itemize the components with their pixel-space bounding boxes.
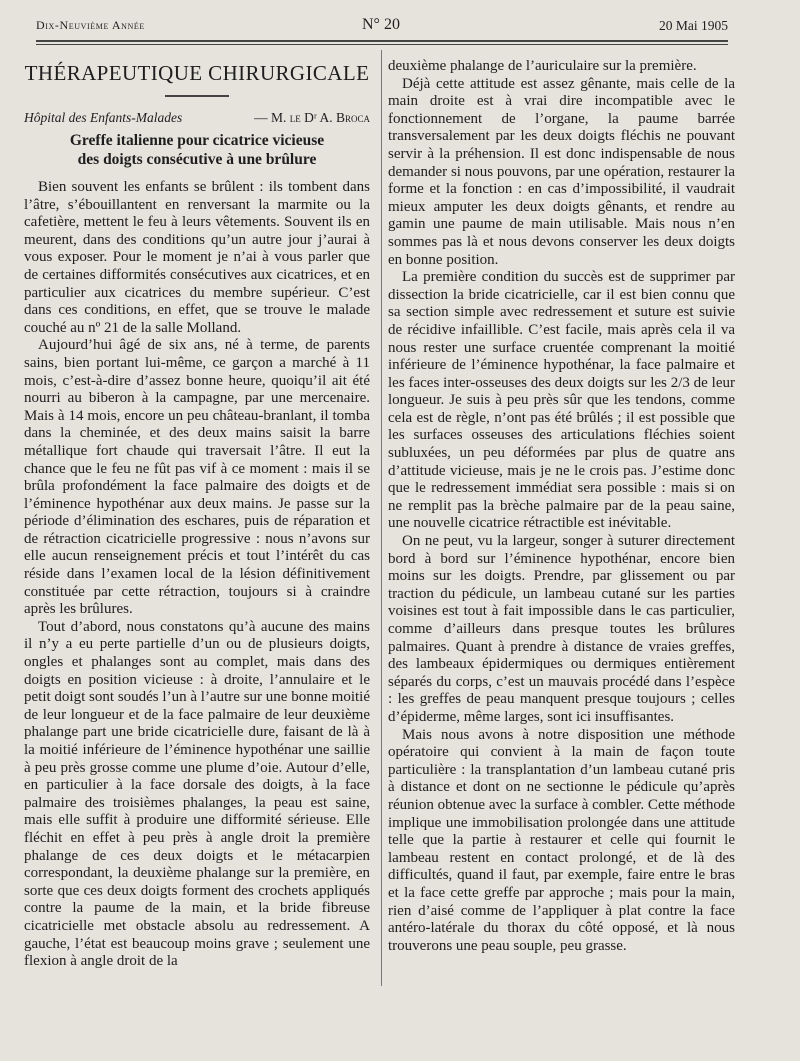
paragraph: Aujourd’hui âgé de six ans, né à terme, de parents sains, bien portant lui-même, ce garçon a marché à 11 mois, c’est-à-dire d’assez bonne heure, quoiqu’il ait été nourri au biberon à la campagne, par une mercenaire. Mais à 14 mois, encore un peu château-branlant, il tomba dans la cheminée, et des deux mains saisit la barre métallique fort chaude qui traversait l’âtre. Il eut la chance que le feu ne fût pas vif à ce moment : mais il se brûla profondément la face palmaire des doigts et de l’éminence hypothénar aux deux mains. Je passe sur la période d’élimination des eschares, puis de réparation et de rétraction cicatricielle progressive : nous n’avons sur elle aucun renseignement précis et tout l’intérêt du cas réside dans l’examen local de la lésion définitivement constituée par cette rétraction, toujours si à craindre après les brûlures. bbox=[24, 337, 370, 618]
byline bbox=[24, 109, 370, 127]
header-rule-thin bbox=[36, 44, 728, 45]
section-divider bbox=[165, 95, 229, 97]
byline-author: — M. le Dʳ A. Broca bbox=[254, 110, 370, 125]
paragraph: On ne peut, vu la largeur, songer à suturer directement bord à bord sur l’éminence hypothénar, encore bien moins sur les doigts. Prendre, par glissement ou par traction du pédicule, un lambeau cutané sur les parties voisines est tout à fait impossible dans le cas particulier, comme d’ailleurs dans presque toutes les brûlures palmaires. Quant à prendre à distance de vraies greffes, des lambeaux épidermiques ou dermiques entièrement séparés du corps, c’est un mauvais procédé dans l’espèce : les greffes de peau manquent presque toujours ; celles d’épiderme, même larges, sont ici insuffisantes. bbox=[388, 533, 735, 725]
article-title-line: des doigts consécutive à une brûlure bbox=[77, 151, 317, 168]
running-header bbox=[36, 18, 728, 42]
column-divider bbox=[381, 50, 382, 986]
byline-place: Hôpital des Enfants-Malades bbox=[24, 110, 183, 125]
section-title: THÉRAPEUTIQUE CHIRURGICALE bbox=[24, 61, 370, 85]
paragraph: Bien souvent les enfants se brûlent : ils tombent dans l’âtre, s’ébouillantent en renversant la marmite ou la cafetière, mettent le feu à leurs vêtements. Souvent ils en meurent, dans des conditions qu’un autre jour j’aurai à vous exposer. Pour le moment je n’ai à vous parler que de certaines difformités consécutives aux cicatrices, et en particulier aux cicatrices du membre supérieur. C’est dans ces conditions, en effet, que se trouve le malade couché au nº 21 de la salle Molland. bbox=[24, 179, 370, 336]
paragraph: La première condition du succès est de supprimer par dissection la bride cicatricielle, car il est bien connu que sa section simple avec redressement et suture est suivie de récidive infaillible. C’est facile, mais après cela il va nous rester une surface cruentée comprenant la moitié inférieure de l’éminence hypothénar, la face palmaire et les faces inter-osseuses des deux doigts sur les 2/3 de leur longueur. Je suis à peu près sûr que les tendons, comme cela est de règle, n’ont pas été brûlés ; il est possible que les surfaces osseuses des articulations fléchies soient subluxées, un peu déformées par plus de quatre ans d’attitude vicieuse, mais je ne le crois pas. J’estime donc que le redressement immédiat sera possible : mais si on ne remplit pas la brèche palmaire par de la peau saine, une nouvelle cicatrice rétractible est inévitable. bbox=[388, 269, 735, 532]
header-rule bbox=[36, 40, 728, 42]
paragraph: deuxième phalange de l’auriculaire sur la première. bbox=[388, 58, 697, 74]
right-column bbox=[388, 58, 735, 955]
paragraph: Tout d’abord, nous constatons qu’à aucune des mains il n’y a eu perte partielle d’un ou de plusieurs doigts, ongles et phalanges sont au complet, mais dans des doigts en position vicieuse : à droite, l’annulaire et le petit doigt sont soudés l’un à l’autre sur une bonne moitié de leur longueur et de la face palmaire de leur deuxième phalange part une bride cicatricielle dure, faisant de là à la moitié inférieure de l’éminence hypothénar une saillie à peu près grosse comme une plume d’oie. Autour d’elle, en particulier à la face dorsale des doigts, à la face palmaire des troisièmes phalanges, la peau est saine, mais elle suffit à produire une difformité sérieuse. Elle fléchit en effet à peu près à angle droit la première phalange de ces deux doigts et le métacarpien correspondant, la deuxième phalange sur la première, en sorte que ces deux doigts forment des crochets appliqués contre la paume de la main, et la bride fibreuse cicatricielle met obstacle absolu au redressement. A gauche, l’état est beaucoup moins grave ; seulement une flexion à angle droit de la bbox=[24, 618, 370, 970]
issue-number: N° 20 bbox=[362, 16, 400, 33]
paragraph: Déjà cette attitude est assez gênante, mais celle de la main droite est à vrai dire incompatible avec le fonctionnement de l’organe, la paume barrée transversalement par les deux doigts fléchis ne pouvant servir à la préhension. Il est donc indispensable de nous demander si nous pouvons, par une opération, restaurer la forme et la fonction : en cas d’impossibilité, il vaudrait mieux amputer les deux doigts gênants, et rendre au gamin une paume de main utilisable. Mais nous n’en sommes pas là et nous devons conserver les deux doigts en bonne position. bbox=[388, 75, 735, 268]
issue-date: 20 Mai 1905 bbox=[659, 18, 728, 33]
volume-label: Dix-Neuvième Année bbox=[36, 18, 145, 32]
paragraph: Mais nous avons à notre disposition une méthode opératoire qui convient à la main de façon toute particulière : la transplantation d’un lambeau cutané pris à distance et dont on ne sectionne le pédicule qu’après réunion obtenue avec la surface à combler. Cette méthode implique une immobilisation prolongée dans une attitude telle que la partie à restaurer et celle qui fournit le lambeau restent en contact prolongé, et de là des difficultés, quand il faut, par exemple, faire entre le bras et la face cette greffe par approche ; mais pour la main, rien d’aisé comme de l’appliquer à plat contre la face antéro-latérale du thorax du côté opposé, et là nous trouverons une peau souple, peu grasse. bbox=[388, 726, 735, 954]
left-column bbox=[24, 58, 370, 971]
article-title bbox=[24, 131, 370, 169]
article-title-line: Greffe italienne pour cicatrice vicieuse bbox=[69, 132, 325, 149]
